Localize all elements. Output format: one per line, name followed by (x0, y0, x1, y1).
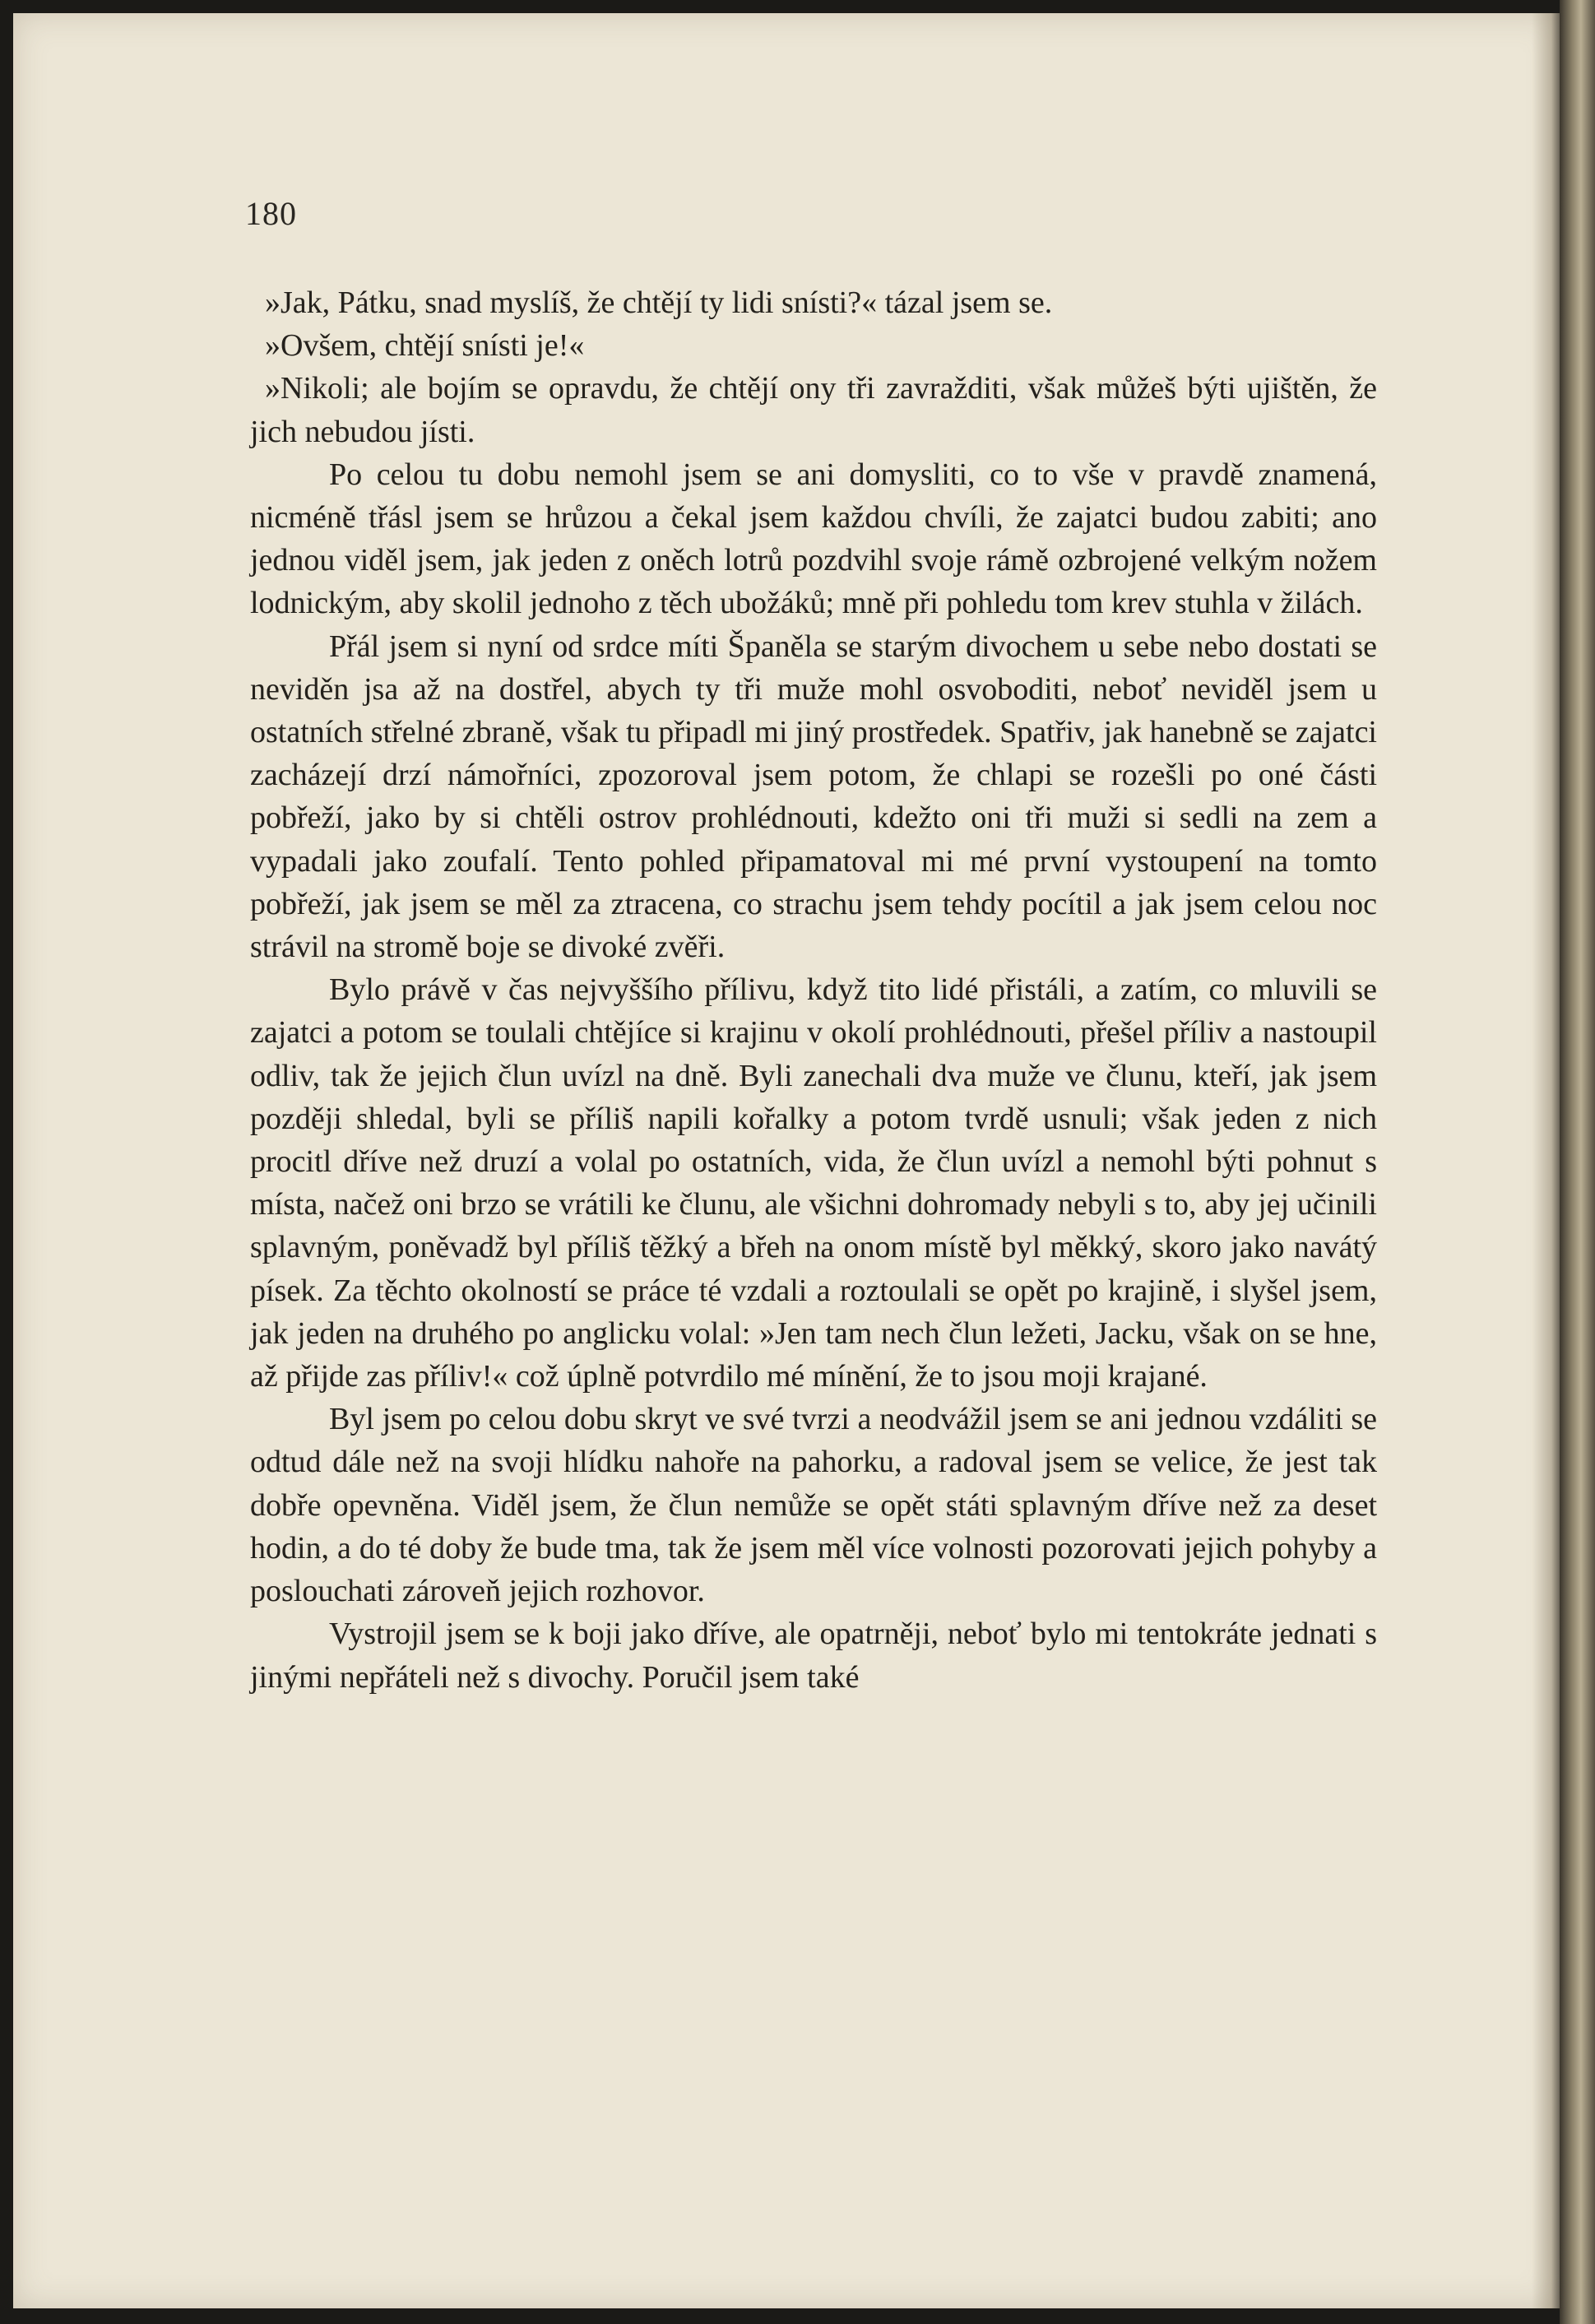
paragraph: Přál jsem si nyní od srdce míti Španěla se starým divochem u sebe nebo dostati se neviděn jsa až na dostřel, abych ty tři muže mohl osvoboditi, neboť neviděl jsem u ostatních střelné zbraně, však tu připadl mi jiný prostředek. Spatřiv, jak hanebně se zajatci zacházejí drzí námořníci, zpozoroval jsem potom, že chlapi se rozešli po oné části pobřeží, jako by si chtěli ostrov prohlédnouti, kdežto oni tři muži si sedli na zem a vypadali jako zoufalí. Tento pohled připamatoval mi mé první vystoupení na tomto pobřeží, jak jsem se měl za ztracena, co strachu jsem tehdy pocítil a jak jsem celou noc strávil na stromě boje se divoké zvěři. (250, 629, 1377, 965)
page-number: 180 (245, 195, 297, 232)
gutter-shadow (1532, 13, 1560, 2308)
body-text (250, 281, 1377, 1699)
paragraph: »Nikoli; ale bojím se opravdu, že chtějí ony tři zavražditi, však můžeš býti ujištěn, že jich nebudou jísti. (250, 371, 1377, 449)
paragraph: »Ovšem, chtějí snísti je!« (265, 328, 585, 364)
paragraph: Po celou tu dobu nemohl jsem se ani domysliti, co to vše v pravdě znamená, nicméně třásl jsem se hrůzou a čekal jsem každou chvíli, že zajatci budou zabiti; ano jednou viděl jsem, jak jeden z oněch lotrů pozdvihl svoje rámě ozbrojené velkým nožem lodnickým, aby skolil jednoho z těch ubožáků; mně při pohledu tom krev stuhla v žilách. (250, 457, 1377, 621)
paragraph: »Jak, Pátku, snad myslíš, že chtějí ty lidi snísti?« tázal jsem se. (265, 285, 1053, 320)
paragraph: Bylo právě v čas nejvyššího přílivu, když tito lidé přistáli, a zatím, co mluvili se zajatci a potom se toulali chtějíce si krajinu v okolí prohlédnouti, přešel příliv a nastoupil odliv, tak že jejich člun uvízl na dně. Byli zanechali dva muže ve člunu, kteří, jak jsem později shledal, byli se příliš napili kořalky a potom tvrdě usnuli; však jeden z nich procitl dříve než druzí a volal po ostatních, vida, že člun uvízl a nemohl býti pohnut s místa, načež oni brzo se vrátili ke člunu, ale všichni dohromady nebyli s to, aby jej učinili splavným, poněvadž byl příliš těžký a břeh na onom místě byl měkký, skoro jako navátý písek. Za těchto okolností se práce té vzdali a roztoulali se opět po krajině, i slyšel jsem, jak jeden na druhého po anglicku volal: »Jen tam nech člun ležeti, Jacku, však on se hne, až přijde zas příliv!« což úplně potvrdilo mé mínění, že to jsou moji krajané. (250, 972, 1377, 1394)
paragraph: Vystrojil jsem se k boji jako dříve, ale opatrněji, neboť bylo mi tentokráte jednati s jinými nepřáteli než s divochy. Poručil jsem také (250, 1617, 1377, 1695)
book-spine (1560, 0, 1595, 2324)
paragraph: Byl jsem po celou dobu skryt ve své tvrzi a neodvážil jsem se ani jednou vzdáliti se odtud dále než na svoji hlídku nahoře na pahorku, a radoval jsem se velice, že jest tak dobře opevněna. Viděl jsem, že člun nemůže se opět státi splavným dříve než za deset hodin, a do té doby že bude tma, tak že jsem měl více volnosti pozorovati jejich pohyby a poslouchati zároveň jejich rozhovor. (250, 1402, 1377, 1609)
